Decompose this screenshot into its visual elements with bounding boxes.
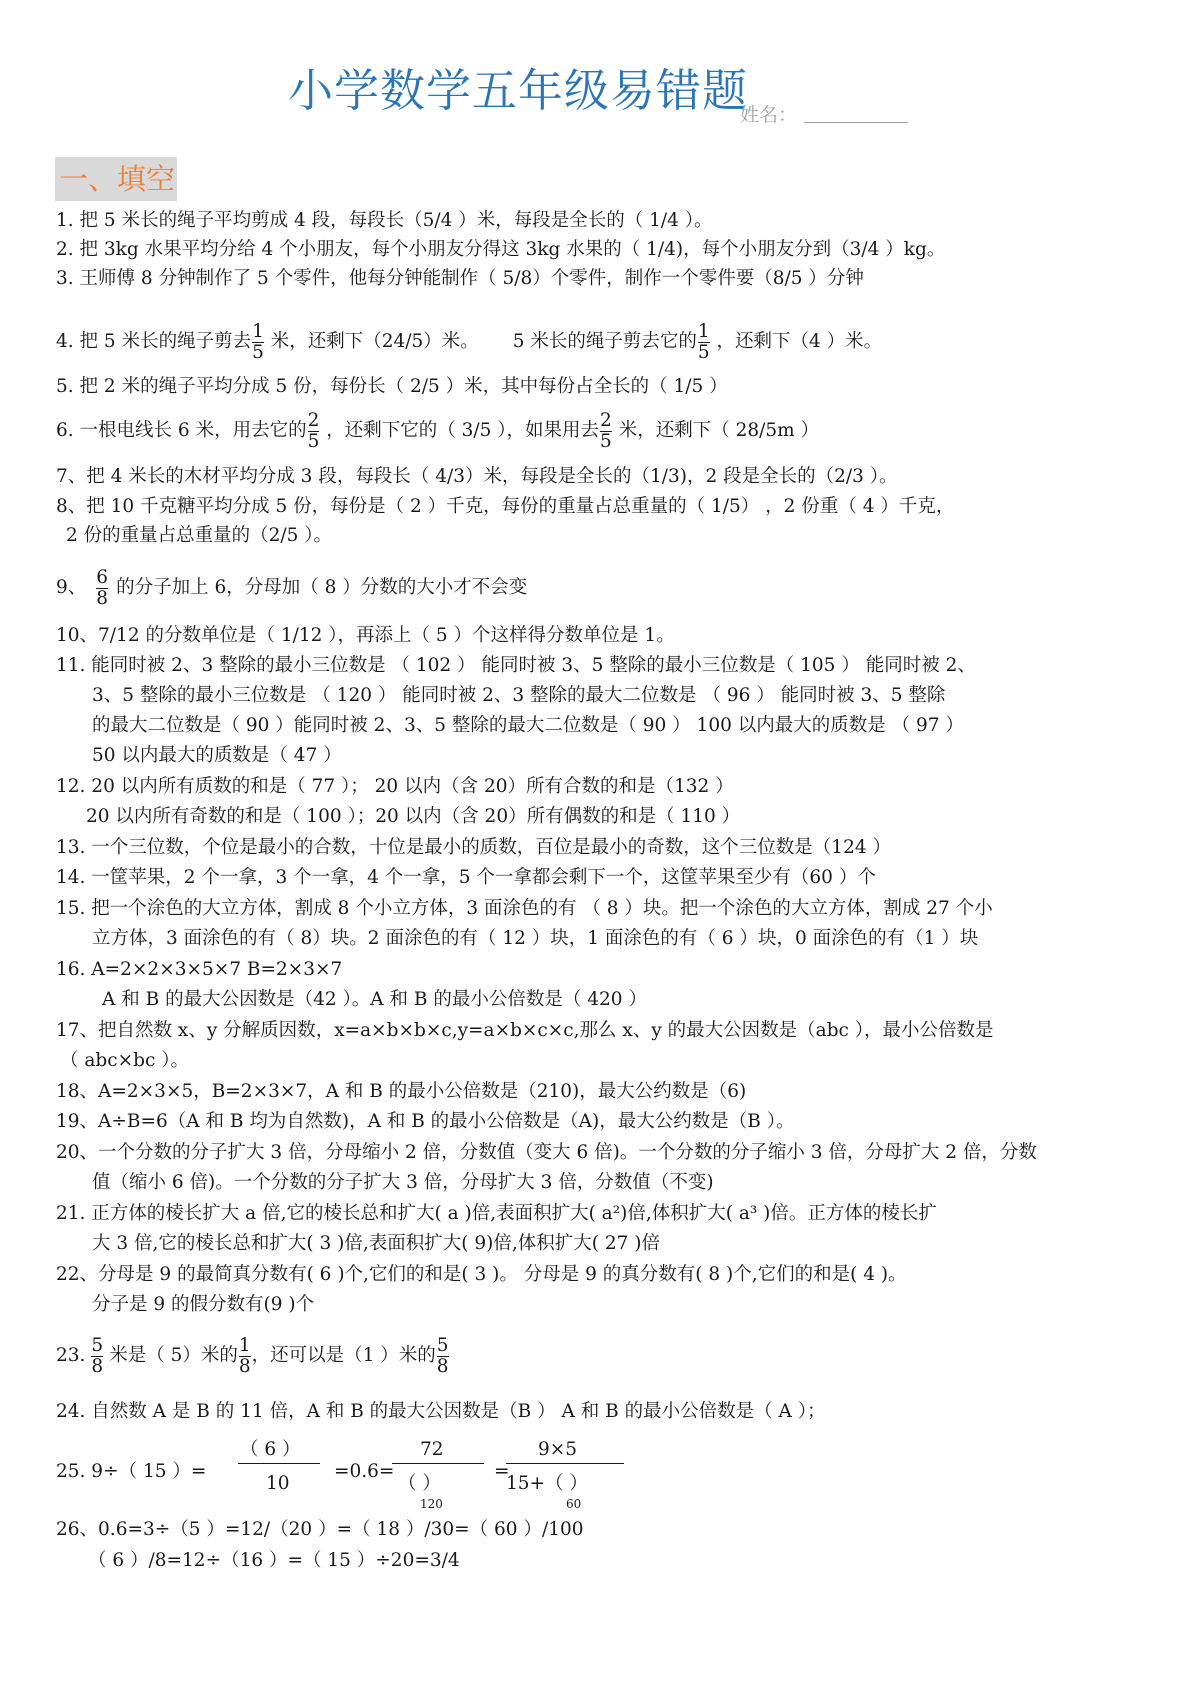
- question-25-fraction-bar-2: [392, 1463, 484, 1464]
- question-25-denominator-2-answer: 120: [420, 1497, 443, 1511]
- question-10: 10、7/12 的分数单位是（ 1/12 ），再添上（ 5 ）个这样得分数单位是 1。: [56, 625, 675, 646]
- question-6: [56, 407, 819, 455]
- fraction-six-eighths: [96, 568, 108, 609]
- fraction-five-eighths: [91, 1336, 103, 1377]
- question-7: 7、把 4 米长的木材平均分成 3 段，每段长（ 4/3）米，每段是全长的（1/3)，2 段是全长的（2/3 ）。: [56, 466, 898, 487]
- question-23: [56, 1332, 450, 1380]
- fraction-denominator: 5: [697, 341, 710, 363]
- question-13: 13. 一个三位数，个位是最小的合数，十位是最小的质数，百位是最小的奇数，这个三位数是（124 ）: [56, 837, 891, 858]
- question-8-line-1: 8、把 10 千克糖平均分成 5 份，每份是（ 2 ）千克，每份的重量占总重量的（ 1/5） ，2 份重（ 4 ）千克，: [56, 496, 955, 517]
- question-16-line-2: A 和 B 的最大公因数是（42 ）。A 和 B 的最小公倍数是（ 420 ）: [102, 989, 647, 1010]
- question-25-fraction-bar-1: [238, 1463, 320, 1464]
- question-23-part-b: 米是（ 5）米的: [109, 1345, 238, 1366]
- question-25-numerator-1: （ 6 ）: [240, 1439, 301, 1460]
- fraction-denominator: 5: [252, 341, 264, 363]
- name-blank-line[interactable]: [804, 122, 908, 123]
- name-label: 姓名：: [740, 104, 798, 126]
- question-6-part-c: 米，还剩下（ 28/5m ）: [618, 420, 820, 441]
- fraction-one-eighth: [239, 1336, 251, 1377]
- question-25-denominator-3-answer: 60: [566, 1497, 582, 1511]
- question-26-line-2: （ 6 ）/8=12÷（16 ）=（ 15 ）÷20=3/4: [88, 1550, 460, 1571]
- fraction-two-fifths: [600, 411, 612, 452]
- question-11-line-4: 50 以内最大的质数是（ 47 ）: [92, 745, 342, 766]
- fraction-one-fifth: [698, 322, 710, 363]
- fraction-two-fifths: [308, 411, 320, 452]
- question-15-line-1: 15. 把一个涂色的大立方体，割成 8 个小立方体，3 面涂色的有 （ 8 ）块。把一个涂色的大立方体，割成 27 个小: [56, 898, 993, 919]
- question-4-part-d: ，还剩下（4 ）米。: [716, 331, 883, 352]
- fraction-numerator: 2: [600, 409, 612, 431]
- question-11-line-3: 的最大二位数是（ 90 ）能同时被 2、3、5 整除的最大二位数是（ 90 ） 100 以内最大的质数是 （ 97 ）: [92, 715, 964, 736]
- question-17-line-2: （ abc×bc ）。: [60, 1050, 189, 1071]
- question-9: [56, 564, 527, 612]
- question-4-part-a: 4. 把 5 米长的绳子剪去: [56, 331, 252, 352]
- question-8-line-2: 2 份的重量占总重量的（2/5 ）。: [66, 525, 333, 546]
- fraction-one-fifth: [252, 322, 264, 363]
- question-12-line-2: 20 以内所有奇数的和是（ 100 ）；20 以内（含 20）所有偶数的和是（ 110 ）: [86, 806, 741, 827]
- section-heading: 一、填空: [55, 157, 177, 201]
- question-25-denominator-2: （ ）: [398, 1473, 441, 1494]
- fraction-denominator: 8: [91, 1355, 104, 1377]
- question-22-line-1: 22、分母是 9 的最简真分数有( 6 )个,它们的和是( 3 )。 分母是 9 的真分数有( 8 )个,它们的和是( 4 )。: [56, 1264, 907, 1285]
- fraction-numerator: 5: [436, 1334, 449, 1356]
- fraction-numerator: 1: [697, 320, 710, 342]
- question-9-part-a: 9、: [56, 577, 87, 598]
- question-24: 24. 自然数 A 是 B 的 11 倍，A 和 B 的最大公因数是（B ） A 和 B 的最小公倍数是（ A ）；: [56, 1401, 826, 1422]
- question-23-part-a: 23.: [56, 1345, 86, 1366]
- question-2: 2. 把 3kg 水果平均分给 4 个小朋友，每个小朋友分得这 3kg 水果的（ 1/4)，每个小朋友分到（3/4 ）kg。: [56, 239, 946, 260]
- question-1: 1. 把 5 米长的绳子平均剪成 4 段，每段长（5/4 ）米，每段是全长的（ 1/4 ）。: [56, 210, 713, 231]
- question-20-line-1: 20、一个分数的分子扩大 3 倍，分母缩小 2 倍，分数值（变大 6 倍)。一个分数的分子缩小 3 倍，分母扩大 2 倍，分数: [56, 1142, 1037, 1163]
- question-11-line-1: 11. 能同时被 2、3 整除的最小三位数是 （ 102 ） 能同时被 3、5 整除的最小三位数是（ 105 ） 能同时被 2、: [56, 655, 976, 676]
- fraction-denominator: 8: [96, 587, 109, 609]
- question-25-lead: 25. 9÷（ 15 ）=: [56, 1461, 207, 1482]
- question-21-line-1: 21. 正方体的棱长扩大 a 倍,它的棱长总和扩大( a )倍,表面积扩大( a²)倍,体积扩大( a³ )倍。正方体的棱长扩: [56, 1203, 937, 1224]
- fraction-denominator: 5: [600, 430, 612, 452]
- question-25-denominator-3: 15+（ ）: [506, 1473, 588, 1494]
- question-25-numerator-2: 72: [420, 1439, 444, 1460]
- question-4-part-b: 米，还剩下（24/5）米。: [270, 331, 479, 352]
- question-4: [56, 318, 882, 366]
- question-25-middle: =0.6=: [334, 1461, 395, 1482]
- question-25-numerator-3: 9×5: [538, 1439, 578, 1460]
- question-9-part-b: 的分子加上 6，分母加（ 8 ）分数的大小才不会变: [116, 577, 528, 598]
- question-18: 18、A=2×3×5，B=2×3×7，A 和 B 的最小公倍数是（210)，最大公约数是（6): [56, 1081, 747, 1102]
- question-15-line-2: 立方体，3 面涂色的有（ 8）块。2 面涂色的有（ 12 ）块，1 面涂色的有（ 6 ）块，0 面涂色的有（1 ）块: [92, 928, 979, 949]
- question-20-line-2: 值（缩小 6 倍)。一个分数的分子扩大 3 倍，分母扩大 3 倍，分数值（不变): [92, 1172, 714, 1193]
- question-19: 19、A÷B=6（A 和 B 均为自然数)，A 和 B 的最小公倍数是（A)，最大公约数是（B ）。: [56, 1111, 795, 1132]
- question-16-line-1: 16. A=2×2×3×5×7 B=2×3×7: [56, 959, 343, 980]
- fraction-numerator: 5: [91, 1334, 104, 1356]
- fraction-denominator: 5: [307, 430, 320, 452]
- question-3: 3. 王师傅 8 分钟制作了 5 个零件，他每分钟能制作（ 5/8）个零件，制作一个零件要（8/5 ）分钟: [56, 268, 864, 289]
- question-6-part-b: ，还剩下它的（ 3/5 ），如果用去: [326, 420, 600, 441]
- question-4-part-c: 5 米长的绳子剪去它的: [512, 331, 697, 352]
- question-26-line-1: 26、0.6=3÷（5 ）=12/（20 ）=（ 18 ）/30=（ 60 ）/100: [56, 1519, 584, 1540]
- question-23-part-c: ，还可以是（1 ）米的: [251, 1345, 436, 1366]
- question-22-line-2: 分子是 9 的假分数有(9 )个: [92, 1294, 315, 1315]
- page-title: 小学数学五年级易错题: [288, 64, 749, 117]
- question-25-equals: =: [494, 1461, 510, 1482]
- question-25-fraction-bar-3: [506, 1463, 624, 1464]
- question-25-denominator-1: 10: [266, 1473, 290, 1494]
- question-12-line-1: 12. 20 以内所有质数的和是（ 77 ）； 20 以内（含 20）所有合数的和是（132 ）: [56, 776, 734, 797]
- question-6-part-a: 6. 一根电线长 6 米，用去它的: [56, 420, 307, 441]
- fraction-denominator: 8: [238, 1355, 251, 1377]
- fraction-numerator: 1: [238, 1334, 251, 1356]
- fraction-denominator: 8: [436, 1355, 449, 1377]
- question-14: 14. 一筐苹果，2 个一拿，3 个一拿，4 个一拿，5 个一拿都会剩下一个，这筐苹果至少有（60 ）个: [56, 867, 876, 888]
- question-5: 5. 把 2 米的绳子平均分成 5 份，每份长（ 2/5 ）米，其中每份占全长的（ 1/5 ）: [56, 376, 728, 397]
- question-21-line-2: 大 3 倍,它的棱长总和扩大( 3 )倍,表面积扩大( 9)倍,体积扩大( 27 )倍: [92, 1233, 660, 1254]
- fraction-numerator: 6: [96, 566, 109, 588]
- fraction-five-eighths: [437, 1336, 449, 1377]
- question-11-line-2: 3、5 整除的最小三位数是 （ 120 ） 能同时被 2、3 整除的最大二位数是 （ 96 ） 能同时被 3、5 整除: [92, 685, 946, 706]
- fraction-numerator: 2: [307, 409, 320, 431]
- fraction-numerator: 1: [252, 320, 264, 342]
- question-17-line-1: 17、把自然数 x、y 分解质因数，x=a×b×b×c,y=a×b×c×c,那么 x、y 的最大公因数是（abc ），最小公倍数是: [56, 1020, 994, 1041]
